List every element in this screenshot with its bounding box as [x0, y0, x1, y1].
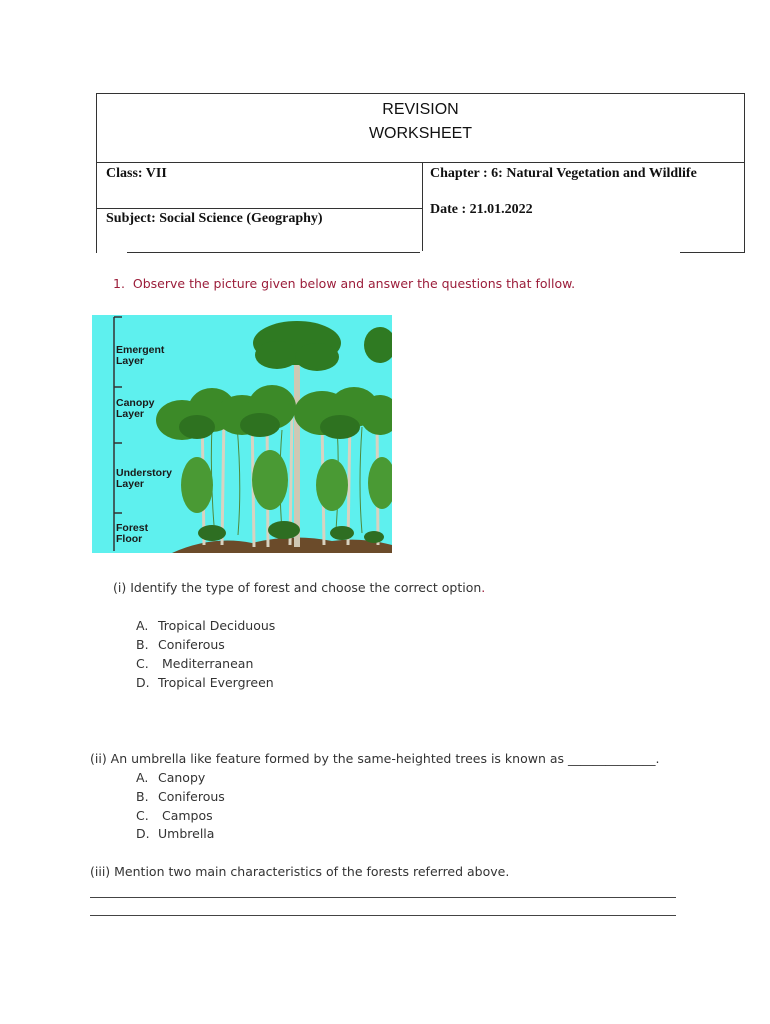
option-text: Coniferous	[158, 789, 225, 804]
border-gap	[420, 251, 680, 254]
part-i-option-b	[136, 637, 225, 652]
title-line-2: WORKSHEET	[368, 125, 473, 142]
option-text: Coniferous	[158, 637, 225, 652]
title-line-1: REVISION	[382, 101, 459, 118]
forest-floor-label-1: Forest	[116, 522, 149, 534]
worksheet-title	[97, 98, 744, 146]
part-ii-option-d	[136, 826, 214, 841]
part-ii-option-b	[136, 789, 225, 804]
class-label: Class: VII	[106, 166, 167, 181]
part-iii-question: (iii) Mention two main characteristics of the forests referred above.	[90, 864, 510, 879]
option-letter: B.	[136, 637, 149, 652]
part-i-option-a	[136, 618, 275, 633]
option-text: Tropical Deciduous	[158, 618, 276, 633]
option-letter: D.	[136, 675, 150, 690]
option-letter: C.	[136, 808, 149, 823]
answer-line-1[interactable]	[90, 897, 676, 898]
option-letter: A.	[136, 770, 149, 785]
option-letter: A.	[136, 618, 149, 633]
worksheet-header-box	[96, 93, 745, 253]
question-1-text: Observe the picture given below and answer the questions that follow.	[132, 276, 576, 291]
option-text: Tropical Evergreen	[158, 675, 274, 690]
answer-line-2[interactable]	[90, 915, 676, 916]
option-text: Campos	[158, 808, 213, 823]
option-letter: D.	[136, 826, 150, 841]
part-i-option-d	[136, 675, 274, 690]
option-letter: C.	[136, 656, 149, 671]
option-text: Mediterranean	[158, 656, 254, 671]
border-gap	[97, 251, 127, 254]
canopy-layer-label-1: Canopy	[116, 397, 155, 409]
part-ii-question: (ii) An umbrella like feature formed by the same-heighted trees is known as ______________.	[90, 751, 660, 766]
option-text: Canopy	[158, 770, 206, 785]
header-column-divider	[422, 162, 423, 254]
layer-labels	[92, 315, 182, 553]
part-ii-option-a	[136, 770, 205, 785]
header-divider	[97, 162, 744, 163]
question-1	[113, 276, 575, 291]
emergent-layer-label-1: Emergent	[116, 344, 165, 356]
emergent-layer-label-2: Layer	[116, 355, 145, 367]
option-text: Umbrella	[158, 826, 215, 841]
understory-layer-label-1: Understory	[116, 467, 173, 479]
part-ii-option-c	[136, 808, 213, 823]
forest-floor-label-2: Floor	[116, 533, 143, 545]
part-i-dot: .	[481, 580, 486, 595]
header-row-divider	[97, 208, 422, 209]
subject-label: Subject: Social Science (Geography)	[106, 211, 323, 226]
part-i-text: (i) Identify the type of forest and choose the correct option	[113, 580, 482, 595]
part-i-question	[113, 580, 485, 595]
understory-layer-label-2: Layer	[116, 478, 145, 490]
date-label: Date : 21.01.2022	[430, 202, 533, 217]
question-1-number: 1.	[113, 276, 125, 291]
forest-layers-figure	[92, 315, 392, 553]
canopy-layer-label-2: Layer	[116, 408, 145, 420]
chapter-label: Chapter : 6: Natural Vegetation and Wildlife	[430, 166, 697, 181]
part-i-option-c	[136, 656, 253, 671]
option-letter: B.	[136, 789, 149, 804]
